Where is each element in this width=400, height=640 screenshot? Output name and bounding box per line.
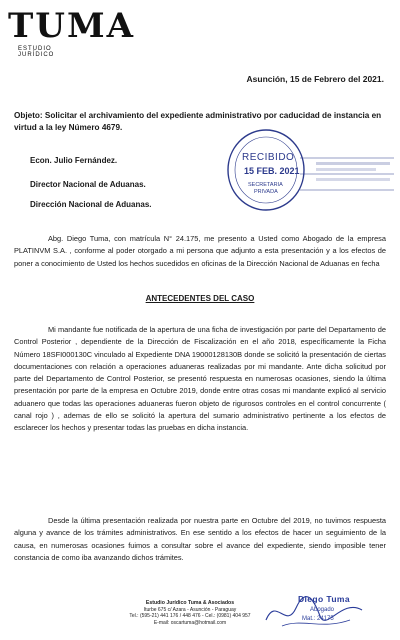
footer-email: E-mail: oscartuma@hotmail.com	[153, 619, 227, 626]
footer-firm-name: Estudio Jurídico Tuma & Asociados	[145, 600, 235, 606]
signature-name: Diego Tuma	[298, 594, 351, 604]
subject-line: Objeto: Solicitar el archivamiento del expediente administrativo por caducidad de instancia en virtud a la ley Número 4679.	[14, 111, 382, 132]
intro-paragraph: Abg. Diego Tuma, con matrícula N° 24.175, me presento a Usted como Abogado de la empresa PLATINVM S.A. , conforme al poder otorgado a mi persona que adjunto a esta presentación y a los efectos de poner a conocimiento de Usted los hechos sucedidos en oficinas de la Dirección Nacional de Aduanas en fecha	[14, 234, 386, 268]
stamp-recibido: RECIBIDO	[242, 152, 295, 163]
signature-block	[262, 590, 372, 634]
logo-subtitle: ESTUDIO JURÍDICO	[18, 46, 55, 58]
logo-wordmark: TUMA	[8, 6, 135, 46]
body-paragraph-2: Desde la última presentación realizada por nuestra parte en Octubre del 2019, no tuvimos respuesta alguna y avance de los trámites administrativos. En ese sentido a los efectos de hacer un seguimiento de la causa, en numerosas ocasiones fuimos a consultar sobre el avance del expediente, siendo imposible tener constancia de como iba avanzando dichos trámites.	[14, 516, 386, 562]
body-paragraph-1: Mi mandante fue notificada de la apertura de una ficha de investigación por parte del Departamento de Control Posterior , dependiente de la Dirección de Fiscalización en el año 2018, específicamente la Ficha Número 18SFI000130C vinculado al Expediente DNA 19000128130B donde se solicitó la presentación de ciertas documentaciones con relación a operaciones aduaneras realizadas por mi mandante. Ante dicha solicitud por parte del Departamento de Control Posterior, se presentó respuesta en numerosas ocasiones, siendo la última presentación por parte de la empresa en Octubre 2019, donde entre otras cosas mi mandante explicó al servicio aduanero que todas las operaciones aduaneras fueron objeto de rigurosos controles en el control concurrente ( canal rojo ) , ademas de ello se solicitó la apertura del sumario administrativo pertinente a los efectos de esclarecer los hechos y presentar todas las pruebas en dicha instancia.	[14, 325, 386, 433]
stamp-date: 15 FEB. 2021	[244, 166, 300, 176]
letter-date: Asunción, 15 de Febrero del 2021.	[246, 74, 384, 84]
addressee-title: Director Nacional de Aduanas.	[30, 180, 146, 189]
footer-address: Iturbe 675 c/ Azara - Asunción - Paraguay	[143, 606, 237, 613]
received-stamp	[226, 126, 396, 216]
firm-logo	[8, 6, 135, 58]
section-heading: ANTECEDENTES DEL CASO	[145, 294, 255, 303]
footer-phones: Tel.: (595-21) 441 176 / 448 476 - Cel.: (0981) 404 957	[129, 613, 251, 619]
stamp-privada: PRIVADA	[254, 189, 278, 195]
addressee-institution: Dirección Nacional de Aduanas.	[30, 200, 152, 209]
signature-role: Abogado	[310, 607, 335, 613]
signature-matricula: Mat.: 24175	[302, 616, 334, 622]
stamp-secretaria: SECRETARIA	[248, 182, 283, 188]
letterhead-footer	[110, 600, 270, 626]
addressee-name: Econ. Julio Fernández.	[30, 156, 118, 165]
